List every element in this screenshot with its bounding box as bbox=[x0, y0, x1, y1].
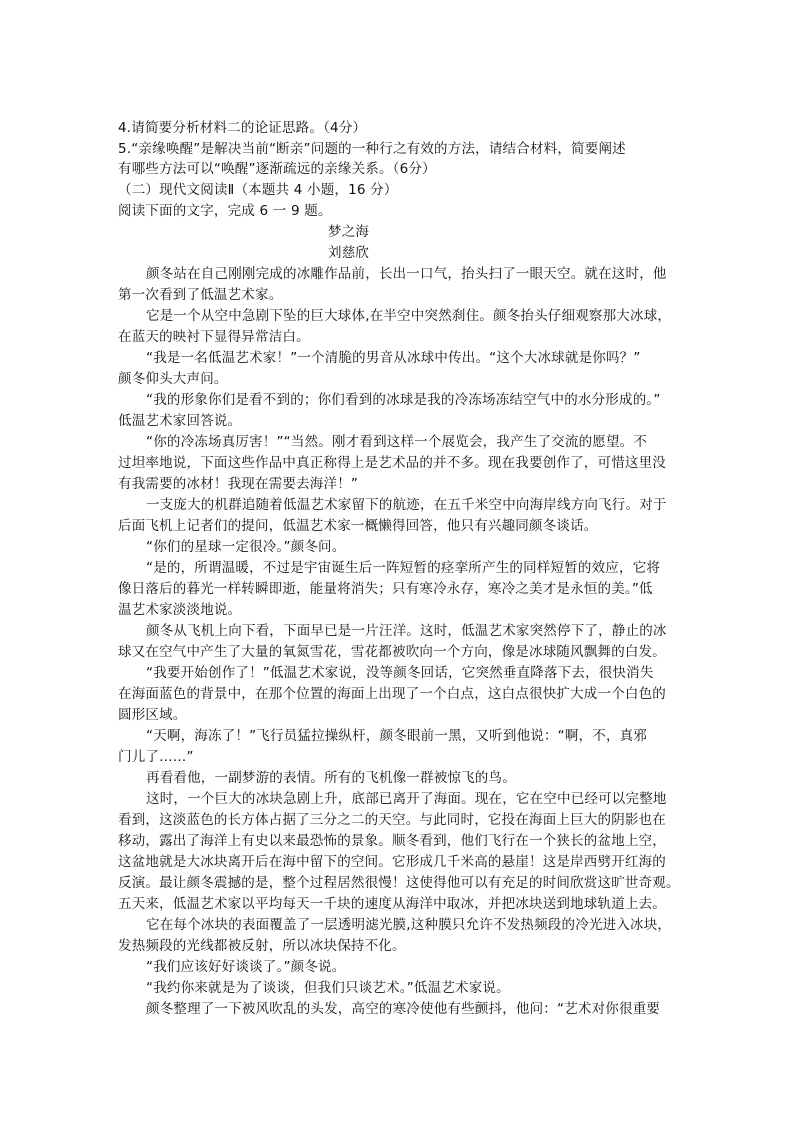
question-5-line-1: 5.“亲缘唤醒”是解决当前“断亲”问题的一种行之有效的方法，请结合材料，简要阐述 bbox=[118, 141, 626, 157]
story-line: 后面飞机上记者们的提问，低温艺术家一概懒得回答，他只有兴趣同颜冬谈话。 bbox=[118, 518, 598, 534]
story-line: “我是一名低温艺术家！”一个清脆的男音从冰球中传出。“这个大冰球就是你吗？” bbox=[146, 350, 641, 366]
section-instruction: 阅读下面的文字，完成 6 一 9 题。 bbox=[118, 203, 332, 219]
story-line: 这盆地就是大冰块离开后在海中留下的空间。它形成几千米高的悬崖！这是岸西劈开红海的 bbox=[118, 854, 666, 870]
story-line: 像日落后的暮光一样转瞬即逝，能量将消失；只有寒冷永存，寒冷之美才是永恒的美。”低 bbox=[118, 581, 653, 597]
story-line: 反演。最让颜冬震撼的是，整个过程居然很慢！这使得他可以有充足的时间欣赏这旷世奇观。 bbox=[118, 875, 680, 891]
story-line: 这时，一个巨大的冰块急剧上升，底部已离开了海面。现在，它在空中已经可以完整地 bbox=[146, 791, 667, 807]
story-line: 温艺术家淡淡地说。 bbox=[118, 602, 242, 618]
story-line: 再看看他，一副梦游的表情。所有的飞机像一群被惊飞的鸟。 bbox=[146, 770, 516, 786]
story-line: 五天来，低温艺术家以平均每天一千块的速度从海洋中取冰，并把冰块送到地球轨道上去。 bbox=[118, 896, 666, 912]
story-line: 颜冬从飞机上向下看，下面早已是一片汪洋。这时，低温艺术家突然停下了，静止的冰 bbox=[146, 623, 667, 639]
story-title: 梦之海 bbox=[328, 224, 370, 240]
story-line: 看到，这淡蓝色的长方体占据了三分之二的天空。与此同时，它投在海面上巨大的阴影也在 bbox=[118, 812, 666, 828]
story-line: “你们的星球一定很冷。”颜冬问。 bbox=[146, 539, 346, 555]
story-line: 颜冬仰头大声问。 bbox=[118, 371, 228, 387]
story-line: “天啊，海冻了！”飞行员猛拉操纵杆，颜冬眼前一黑，又听到他说：“啊，不，真邪 bbox=[146, 728, 648, 744]
story-line: 过坦率地说，下面这些作品中真正称得上是艺术品的并不多。现在我要创作了，可惜这里没 bbox=[118, 455, 666, 471]
section-heading: （二）现代文阅读Ⅱ（本题共 4 小题，16 分） bbox=[118, 182, 398, 198]
question-5-line-2: 有哪些方法可以“唤醒”逐渐疏远的亲缘关系。（6分） bbox=[118, 161, 436, 177]
story-line: “我的形象你们是看不到的；你们看到的冰球是我的冷冻场冻结空气中的水分形成的。” bbox=[146, 392, 661, 408]
story-line: 在蓝天的映衬下显得异常洁白。 bbox=[118, 329, 310, 345]
story-line: 移动，露出了海洋上有史以来最恐怖的景象。顺冬看到，他们飞行在一个狭长的盆地上空， bbox=[118, 833, 666, 849]
story-line: “你的冷冻场真厉害！”“当然。刚才看到这样一个展览会，我产生了交流的愿望。不 bbox=[146, 434, 648, 450]
story-line: 它是一个从空中急剧下坠的巨大球体,在半空中突然刹住。颜冬抬头仔细观察那大冰球， bbox=[146, 308, 672, 324]
story-line: 球又在空气中产生了大量的氧氮雪花，雪花都被吹向一个方向，像是冰球随风飘舞的白发。 bbox=[118, 644, 666, 660]
question-4: 4.请简要分析材料二的论证思路。（4分） bbox=[118, 120, 367, 136]
story-line: 发热频段的光线都被反射，所以冰块保持不化。 bbox=[118, 938, 406, 954]
story-line: “我们应该好好谈谈了。”颜冬说。 bbox=[146, 959, 346, 975]
story-line: 颜冬整理了一下被风吹乱的头发，高空的寒冷使他有些颤抖，他问：“艺术对你很重要 bbox=[146, 1001, 661, 1017]
story-line: 圆形区域。 bbox=[118, 707, 187, 723]
story-line: 第一次看到了低温艺术家。 bbox=[118, 287, 283, 303]
story-line: 一支庞大的机群追随着低温艺术家留下的航迹，在五千米空中向海岸线方向飞行。对于 bbox=[146, 497, 667, 513]
story-line: 在海面蓝色的背景中，在那个位置的海面上出现了一个白点，这白点很快扩大成一个白色的 bbox=[118, 686, 666, 702]
story-line: 低温艺术家回答说。 bbox=[118, 413, 242, 429]
story-author: 刘慈欣 bbox=[328, 245, 370, 261]
story-line: “我约你来就是为了谈谈，但我们只谈艺术。”低温艺术家说。 bbox=[146, 980, 510, 996]
story-line: “我要开始创作了！”低温艺术家说，没等颜冬回话，它突然垂直降落下去，很快消失 bbox=[146, 665, 654, 681]
story-line: 颜冬站在自己刚刚完成的冰雕作品前，长出一口气，抬头扫了一眼天空。就在这时，他 bbox=[146, 266, 667, 282]
story-line: 门儿了……” bbox=[118, 749, 194, 765]
story-line: 有我需要的冰材！我现在需要去海洋！” bbox=[118, 476, 359, 492]
story-line: 它在每个冰块的表面覆盖了一层透明滤光膜,这种膜只允许不发热频段的冷光进入冰块， bbox=[146, 917, 672, 933]
story-line: “是的，所谓温暖，不过是宇宙诞生后一阵短暂的痉挛所产生的同样短暂的效应，它将 bbox=[146, 560, 661, 576]
